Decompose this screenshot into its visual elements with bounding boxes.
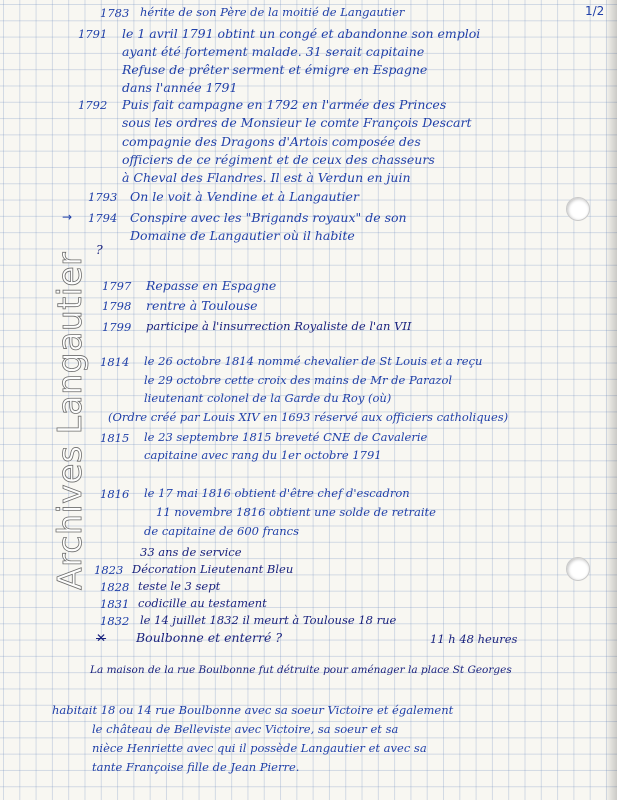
entry-1831: codicille au testament — [138, 596, 267, 610]
arrow-marker: → — [62, 210, 73, 224]
entry-1792-line5: à Cheval des Flandres. Il est à Verdun en juin — [122, 170, 411, 185]
year-1823: 1823 — [94, 563, 124, 577]
year-1783: 1783 — [100, 6, 130, 20]
entry-1816-line1: le 17 mai 1816 obtient d'être chef d'escadron — [144, 486, 410, 500]
year-1798: 1798 — [102, 299, 132, 313]
entry-1791-line4: dans l'année 1791 — [122, 80, 238, 95]
entry-1783: hérite de son Père de la moitié de Langautier — [140, 5, 405, 19]
year-1831: 1831 — [100, 597, 130, 611]
entry-1792-line1: Puis fait campagne en 1792 en l'armée des Princes — [122, 97, 447, 112]
entry-1793: On le voit à Vendine et à Langautier — [130, 189, 359, 204]
year-1815: 1815 — [100, 431, 130, 445]
note-residence-line1: habitait 18 ou 14 rue Boulbonne avec sa soeur Victoire et également — [52, 703, 454, 717]
note-residence-line4: tante Françoise fille de Jean Pierre. — [92, 760, 300, 774]
entry-1832-line2: Boulbonne et enterré ? — [136, 630, 283, 645]
year-1792: 1792 — [78, 98, 108, 112]
page-edge-shadow — [605, 0, 617, 800]
note-residence-line3: nièce Henriette avec qui il possède Langautier et avec sa — [92, 741, 427, 755]
entry-1816-line2: 11 novembre 1816 obtient une solde de retraite — [156, 505, 436, 519]
watermark: Archives Langautier — [50, 251, 89, 590]
year-1816: 1816 — [100, 487, 130, 501]
entry-1798: rentre à Toulouse — [146, 298, 258, 313]
binding-hole — [566, 197, 590, 221]
crossed-out-mark: ✕ — [96, 631, 107, 645]
entry-1832-time: 11 h 48 heures — [430, 632, 518, 646]
entry-1815-line2: capitaine avec rang du 1er octobre 1791 — [144, 448, 382, 462]
entry-1791-line2: ayant été fortement malade. 31 serait capitaine — [122, 44, 425, 59]
entry-1792-line3: compagnie des Dragons d'Artois composée des — [122, 134, 421, 149]
entry-1794-line2: Domaine de Langautier où il habite — [130, 228, 355, 243]
year-1791: 1791 — [78, 27, 108, 41]
year-1814: 1814 — [100, 355, 130, 369]
year-1828: 1828 — [100, 580, 130, 594]
entry-1832-line1: le 14 juillet 1832 il meurt à Toulouse 18 rue — [140, 613, 397, 627]
page-marker: 1/2 — [585, 4, 605, 18]
year-1799: 1799 — [102, 320, 132, 334]
note-house-destroyed: La maison de la rue Boulbonne fut détruite pour aménager la place St Georges — [90, 664, 512, 676]
entry-1816-line3: de capitaine de 600 francs — [144, 524, 299, 538]
entry-1791-line3: Refuse de prêter serment et émigre en Espagne — [122, 62, 428, 77]
entry-1814-line1: le 26 octobre 1814 nommé chevalier de St Louis et a reçu — [144, 354, 483, 368]
note-residence-line2: le château de Belleviste avec Victoire, sa soeur et sa — [92, 722, 399, 736]
entry-1815-line1: le 23 septembre 1815 breveté CNE de Cavalerie — [144, 430, 428, 444]
year-1793: 1793 — [88, 190, 118, 204]
entry-1792-line2: sous les ordres de Monsieur le comte François Descart — [122, 115, 472, 130]
entry-1797: Repasse en Espagne — [146, 278, 277, 293]
entry-1814-line2: le 29 octobre cette croix des mains de Mr de Parazol — [144, 373, 453, 387]
year-1832: 1832 — [100, 614, 130, 628]
entry-1823: Décoration Lieutenant Bleu — [132, 562, 294, 576]
entry-1828: teste le 3 sept — [138, 579, 221, 593]
binding-hole — [566, 557, 590, 581]
entry-1799: participe à l'insurrection Royaliste de l'an VII — [146, 319, 412, 333]
entry-1794-line1: Conspire avec les "Brigands royaux" de son — [130, 210, 407, 225]
year-1797: 1797 — [102, 279, 132, 293]
entry-1792-line4: officiers de ce régiment et de ceux des chasseurs — [122, 152, 435, 167]
entry-1814-note: (Ordre créé par Louis XIV en 1693 réservé aux officiers catholiques) — [108, 410, 509, 424]
entry-1814-line3: lieutenant colonel de la Garde du Roy (où) — [144, 391, 392, 405]
year-1794: 1794 — [88, 211, 118, 225]
entry-1816-service: 33 ans de service — [140, 545, 242, 559]
question-mark: ? — [96, 242, 103, 257]
entry-1791-line1: le 1 avril 1791 obtint un congé et abandonne son emploi — [122, 26, 481, 41]
